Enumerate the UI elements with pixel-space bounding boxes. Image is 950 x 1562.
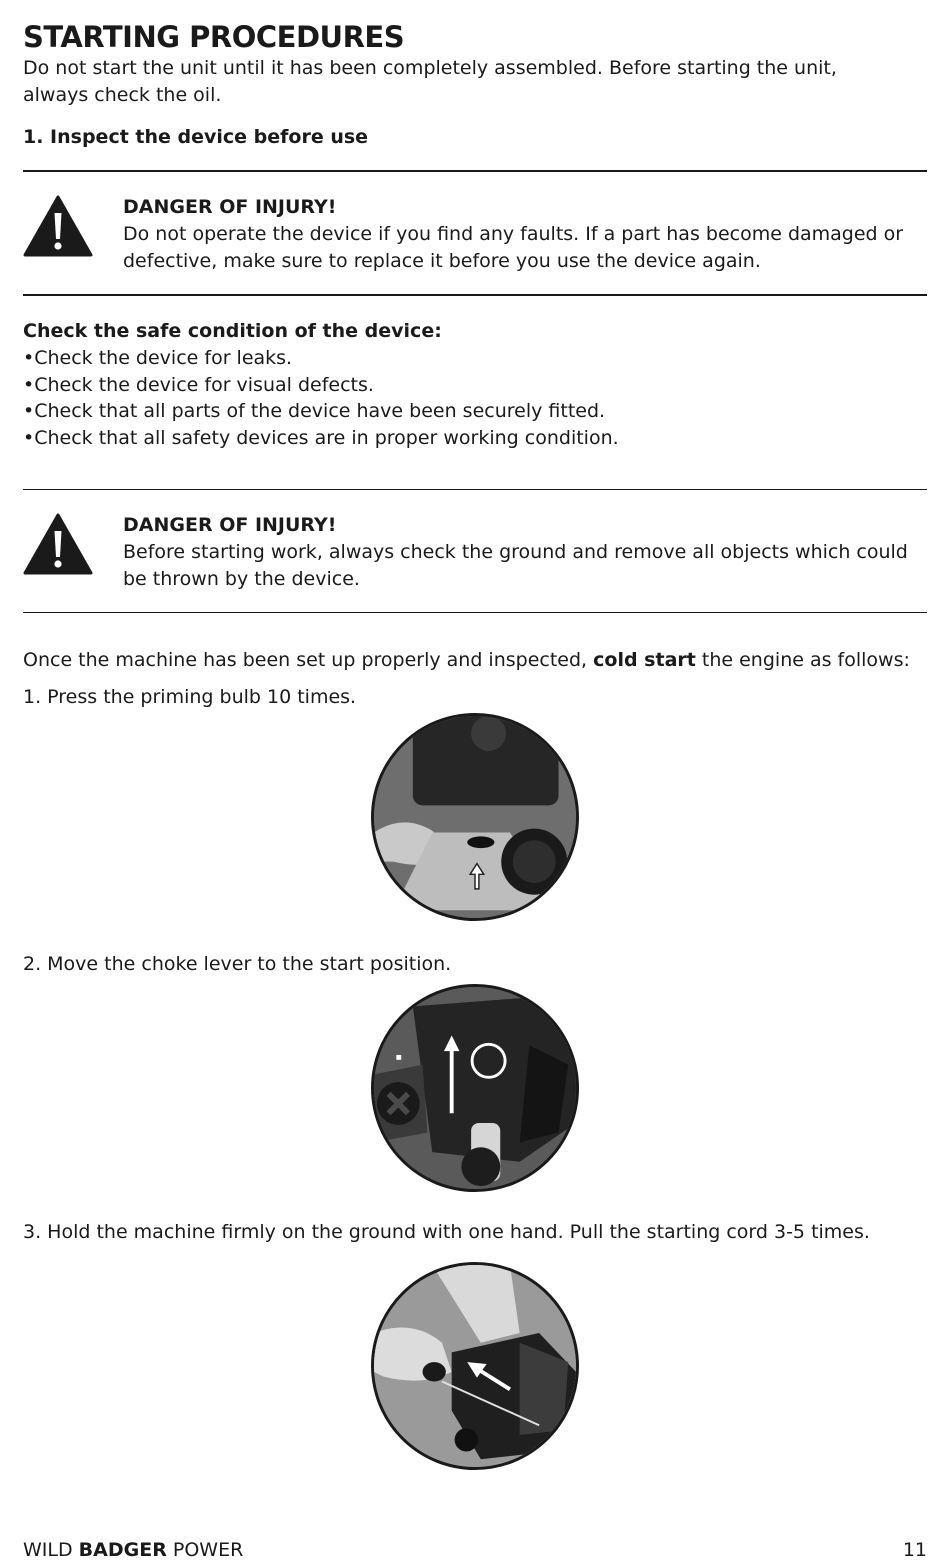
warning-triangle-icon — [23, 195, 93, 257]
warning-block-1 — [123, 194, 913, 275]
footer-brand: WILD BADGER POWER — [23, 1539, 244, 1561]
check-list — [23, 345, 619, 452]
cold-start-emphasis: cold start — [593, 649, 696, 671]
divider — [23, 612, 927, 613]
warning-text: Before starting work, always check the ground and remove all objects which could be thrown by the device. — [123, 541, 908, 590]
divider — [23, 489, 927, 490]
warning-text: Do not operate the device if you find any faults. If a part has become damaged or defective, make sure to replace it before you use the device again. — [123, 223, 904, 272]
list-item: • Check the device for leaks. — [23, 345, 619, 372]
list-item: • Check the device for visual defects. — [23, 372, 619, 399]
page-number: 11 — [902, 1539, 927, 1561]
warning-block-2 — [123, 512, 913, 593]
cold-start-text: Once the machine has been set up properly and inspected, cold start the engine as follows: — [23, 649, 910, 671]
list-item: • Check that all safety devices are in proper working condition. — [23, 425, 619, 452]
list-item: • Check that all parts of the device have been securely fitted. — [23, 398, 619, 425]
step-3-text: 3. Hold the machine firmly on the ground with one hand. Pull the starting cord 3-5 times. — [23, 1221, 870, 1243]
priming-bulb-photo — [371, 713, 579, 921]
step-1-text: 1. Press the priming bulb 10 times. — [23, 686, 357, 708]
intro-text: Do not start the unit until it has been completely assembled. Before starting the unit, always check the oil. — [23, 57, 837, 106]
warning-title: DANGER OF INJURY! — [123, 196, 337, 218]
choke-lever-photo — [371, 984, 579, 1192]
step-2-text: 2. Move the choke lever to the start position. — [23, 953, 452, 975]
starting-cord-photo — [371, 1262, 579, 1470]
warning-triangle-icon — [23, 513, 93, 575]
warning-title: DANGER OF INJURY! — [123, 514, 337, 536]
check-heading: Check the safe condition of the device: — [23, 320, 442, 342]
page-title: STARTING PROCEDURES — [23, 20, 405, 54]
divider — [23, 294, 927, 296]
inspect-heading: 1. Inspect the device before use — [23, 126, 369, 148]
divider — [23, 170, 927, 172]
